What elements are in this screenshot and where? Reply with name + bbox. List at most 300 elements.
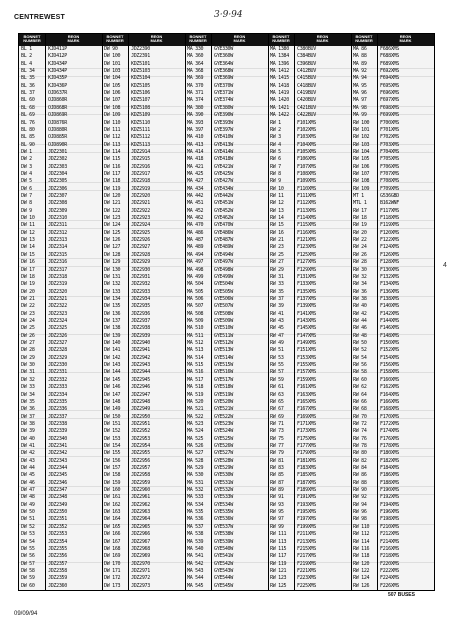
regn-mark-cell: JDZ2347 [48,487,67,494]
regn-mark-cell: GYE526W [214,442,233,449]
regn-mark-cell: F191XMS [297,494,316,501]
regn-mark-cell: F175XMS [297,435,316,442]
table-row [19,178,434,185]
bonnet-number-cell: DW 46 [21,479,35,486]
bonnet-number-cell: DW 17 [21,266,35,273]
bonnet-number-cell: RW 17 [353,207,367,214]
regn-mark-cell: GYE534W [214,501,233,508]
bonnet-number-cell: DW 144 [104,369,121,376]
regn-mark-cell: F122XMS [380,237,399,244]
bonnet-number-cell: MA 497 [187,259,204,266]
column-header [128,34,185,46]
regn-mark-cell: JDZ2968 [131,545,150,552]
bonnet-number-cell: RW 56 [353,362,367,369]
bonnet-number-cell: MA 516 [187,369,204,376]
column-header-line1: BONNET [272,34,290,39]
table-row [19,414,434,421]
regn-mark-cell: F699XMS [380,112,399,119]
bonnet-number-cell: DW 15 [21,251,35,258]
regn-mark-cell: JDZ2357 [48,560,67,567]
bonnet-number-cell: RW 70 [353,413,367,420]
regn-mark-cell: GYE504W [214,281,233,288]
table-row [19,142,434,149]
regn-mark-cell: F219XMS [297,560,316,567]
regn-mark-cell: JDZ2311 [48,222,67,229]
regn-mark-cell: GYE487W [214,237,233,244]
bonnet-number-cell: RW 57 [270,369,284,376]
column-header-line2: NUMBER [23,38,41,43]
regn-mark-cell: GYE371W [214,90,233,97]
regn-mark-cell: C415BUV [297,75,316,82]
regn-mark-cell: JDZ2936 [131,310,150,317]
regn-mark-cell: JDZ2345 [48,472,67,479]
regn-mark-cell: KJD412P [48,53,67,60]
regn-mark-cell: GYE515W [214,362,233,369]
regn-mark-cell: JDZ2334 [48,391,67,398]
bonnet-number-cell: DW 20 [21,288,35,295]
regn-mark-cell: F171XMS [297,420,316,427]
bonnet-number-cell: MA 522 [187,413,204,420]
bonnet-number-cell: MA 499 [187,273,204,280]
bonnet-number-cell: MA 1422 [270,112,289,119]
regn-mark-cell: F187XMS [297,479,316,486]
bonnet-number-cell: DW 149 [104,406,121,413]
regn-mark-cell: JDZ2324 [48,318,67,324]
regn-mark-cell: F129XMS [297,266,316,273]
regn-mark-cell: F167XMS [297,406,316,413]
bonnet-number-cell: DW 60 [21,582,35,589]
regn-mark-cell: C420BUV [297,97,316,104]
table-row [19,583,434,590]
bonnet-number-cell: BL 90 [21,141,35,148]
column-divider [128,34,129,590]
regn-mark-cell: F134XMS [380,281,399,288]
regn-mark-cell: KDZ5106 [131,90,150,97]
bonnet-number-cell: DW 38 [21,420,35,427]
bonnet-number-cell: DW 136 [104,310,121,317]
bonnet-number-cell: MA 371 [187,90,204,97]
bonnet-number-cell: MA 425 [187,170,204,177]
bonnet-number-cell: MA 531 [187,479,204,486]
bonnet-number-cell: RW 108 [353,178,370,185]
regn-mark-cell: JDZ2350 [48,509,67,516]
column-header-line1: BONNET [106,34,124,39]
regn-mark-cell: F138XMS [380,295,399,302]
bonnet-number-cell: RW 121 [270,567,287,574]
bonnet-number-cell: MT 1 [353,193,364,200]
bonnet-number-cell: DW 130 [104,266,121,273]
bonnet-number-cell: DW 109 [104,112,121,119]
regn-mark-cell: KDZ5105 [131,82,150,89]
bonnet-number-cell: DW 43 [21,457,35,464]
regn-mark-cell: JDZ2970 [131,560,150,567]
bonnet-number-cell: BL 34 [21,68,35,75]
regn-mark-cell: GYE380W [214,104,233,111]
bonnet-number-cell: RW 15 [270,222,284,229]
bonnet-number-cell: DW 143 [104,362,121,369]
bonnet-number-cell: RW 19 [353,222,367,229]
column-header [377,34,434,46]
regn-mark-cell: F114XMS [297,215,316,222]
regn-mark-cell: JDZ2915 [131,156,150,163]
bonnet-number-cell: RW 87 [270,479,284,486]
regn-mark-cell: JDZ2922 [131,207,150,214]
bonnet-number-cell: RW 54 [353,354,367,361]
bonnet-number-cell: RW 115 [270,545,287,552]
regn-mark-cell: KJD434P [48,60,67,67]
bonnet-number-cell: MA 486 [187,229,204,236]
regn-mark-cell: F215XMS [297,545,316,552]
regn-mark-cell: GYE536W [214,516,233,523]
regn-mark-cell: F184XMS [380,465,399,472]
bonnet-number-cell: DW 111 [104,126,121,133]
bonnet-number-cell: RW 62 [353,384,367,391]
bonnet-number-cell: RW 119 [270,560,287,567]
bonnet-number-cell: MA 390 [187,112,204,119]
bonnet-number-cell: RW 93 [270,501,284,508]
bonnet-number-cell: RW 40 [353,303,367,310]
regn-mark-cell: OJD637R [48,90,67,97]
bonnet-number-cell: DW 118 [104,178,121,185]
regn-mark-cell: F214XMS [380,538,399,545]
regn-mark-cell: F144XMS [380,318,399,324]
regn-mark-cell: F160XMS [380,376,399,383]
regn-mark-cell: JDZ2934 [131,295,150,302]
bonnet-number-cell: DW 31 [21,369,35,376]
bonnet-number-cell: RW 37 [270,295,284,302]
regn-mark-cell: JDZ2956 [131,457,150,464]
regn-mark-cell: JDZ2391 [131,53,150,60]
bonnet-number-cell: MA 99 [353,112,367,119]
bonnet-number-cell: MA 517 [187,376,204,383]
regn-mark-cell: GYE521W [214,406,233,413]
bonnet-number-cell: DW 39 [21,428,35,435]
bonnet-number-cell: MA 98 [353,104,367,111]
bonnet-number-cell: RW 112 [353,531,370,538]
regn-mark-cell: F121XMS [297,237,316,244]
bonnet-number-cell: MA 397 [187,126,204,133]
regn-mark-cell: F695XMS [380,82,399,89]
bonnet-number-cell: MA 544 [187,575,204,582]
regn-mark-cell: F149XMS [297,340,316,347]
regn-mark-cell: GYE508W [214,310,233,317]
regn-mark-cell: JDZ2306 [48,185,67,192]
regn-mark-cell: JDZ2946 [131,384,150,391]
regn-mark-cell: JDZ2358 [48,567,67,574]
bonnet-number-cell: DW 18 [21,273,35,280]
bonnet-number-cell: RW 110 [353,523,370,530]
bonnet-number-cell: RW 123 [270,575,287,582]
regn-mark-cell: F182XMS [380,457,399,464]
regn-mark-cell: F178XMS [380,442,399,449]
regn-mark-cell: C421BUV [297,104,316,111]
bonnet-number-cell: DW 52 [21,523,35,530]
bonnet-number-cell: MA 514 [187,354,204,361]
regn-mark-cell: F135XMS [297,288,316,295]
regn-mark-cell: F136XMS [380,288,399,295]
bonnet-number-cell: RW 8 [270,170,281,177]
regn-mark-cell: F211XMS [297,531,316,538]
regn-mark-cell: F177XMS [297,442,316,449]
regn-mark-cell: F142XMS [380,310,399,317]
regn-mark-cell: F210XMS [380,523,399,530]
bonnet-number-cell: DW 167 [104,538,121,545]
regn-mark-cell: F131XMS [297,273,316,280]
table-row [19,436,434,443]
column-divider [45,34,46,590]
bonnet-number-cell: DW 127 [104,244,121,251]
bonnet-number-cell: DW 116 [104,163,121,170]
regn-mark-cell: B162WNF [380,200,399,207]
regn-mark-cell: F140XMS [380,303,399,310]
regn-mark-cell: GYE514W [214,354,233,361]
regn-mark-cell: JDZ2321 [48,295,67,302]
bonnet-number-cell: RW 98 [353,516,367,523]
regn-mark-cell: F183XMS [297,465,316,472]
bonnet-number-cell: RW 83 [270,465,284,472]
bonnet-number-cell: RW 71 [270,420,284,427]
regn-mark-cell: JDZ2951 [131,420,150,427]
bonnet-number-cell: RW 9 [270,178,281,185]
table-row [19,443,434,450]
column-header-line2: NUMBER [106,38,124,43]
bonnet-number-cell: DW 153 [104,435,121,442]
regn-mark-cell: F158XMS [380,369,399,376]
bonnet-number-cell: DW 135 [104,303,121,310]
bonnet-number-cell: RW 44 [353,318,367,324]
bonnet-number-cell: DW 28 [21,347,35,354]
bonnet-number-cell: RW 32 [353,273,367,280]
bonnet-number-cell: MA 539 [187,538,204,545]
bonnet-number-cell: RW 111 [270,531,287,538]
bonnet-number-cell: DW 26 [21,332,35,339]
bonnet-number-cell: MA 494 [187,251,204,258]
bonnet-number-cell: MA 519 [187,391,204,398]
bonnet-number-cell: MA 364 [187,60,204,67]
bonnet-number-cell: DW 30 [21,362,35,369]
regn-mark-cell: F112XMS [297,200,316,207]
bonnet-number-cell: DW 53 [21,531,35,538]
bonnet-number-cell: MA 470 [187,222,204,229]
bonnet-number-cell: DW 163 [104,509,121,516]
bonnet-number-cell: MA 529 [187,465,204,472]
bonnet-number-cell: RW 66 [353,398,367,405]
regn-mark-cell: JDZ2314 [48,244,67,251]
regn-mark-cell: JDZ2938 [131,325,150,332]
column-header-line1: REGN [316,34,329,39]
bonnet-number-cell: RW 78 [353,442,367,449]
bonnet-number-cell: RW 101 [353,126,370,133]
table-row [19,186,434,193]
regn-mark-cell: F170XMS [380,413,399,420]
regn-mark-cell: GYE506W [214,295,233,302]
regn-mark-cell: JDZ2344 [48,465,67,472]
column-header-line1: REGN [150,34,163,39]
table-body [19,46,434,590]
regn-mark-cell: F224XMS [380,575,399,582]
regn-mark-cell: JDZ2315 [48,251,67,258]
bonnet-number-cell: RW 124 [353,575,370,582]
table-row [19,399,434,406]
regn-mark-cell: GYE393W [214,119,233,126]
bonnet-number-cell: RW 105 [353,156,370,163]
column-header-line2: MARK [316,38,329,43]
bonnet-number-cell: DW 165 [104,523,121,530]
regn-mark-cell: F123XMS [297,244,316,251]
table-row [19,289,434,296]
regn-mark-cell: JDZ2973 [131,582,150,589]
regn-mark-cell: JDZ2320 [48,288,67,295]
regn-mark-cell: F697XMS [380,97,399,104]
regn-mark-cell: GYE451W [214,200,233,207]
column-header-line1: BONNET [189,34,207,39]
regn-mark-cell: GYE507W [214,303,233,310]
regn-mark-cell: KJD435P [48,75,67,82]
regn-mark-cell: KDZ5101 [131,60,150,67]
bonnet-number-cell: MA 527 [187,450,204,457]
column-divider [294,34,295,590]
regn-mark-cell: JDZ2302 [48,156,67,163]
bonnet-number-cell: MA 86 [353,46,367,52]
regn-mark-cell: JDZ2924 [131,222,150,229]
regn-mark-cell: JDZ2390 [131,46,150,52]
regn-mark-cell: F692XMS [380,68,399,75]
bonnet-number-cell: MA 542 [187,560,204,567]
regn-mark-cell: GYE470W [214,222,233,229]
regn-mark-cell: GYE532W [214,487,233,494]
bonnet-number-cell: DW 27 [21,340,35,347]
bonnet-number-cell: MA 442 [187,193,204,200]
regn-mark-cell: C380BUV [297,46,316,52]
table-row [19,355,434,362]
bonnet-number-cell: RW 36 [353,288,367,295]
bonnet-number-cell: MA 1418 [270,82,289,89]
regn-mark-cell: JDZ2918 [131,178,150,185]
column-header [45,34,102,46]
regn-mark-cell: JDZ2338 [48,420,67,427]
regn-mark-cell: F704XMS [380,148,399,155]
regn-mark-cell: F113XMS [297,207,316,214]
regn-mark-cell: F221XMS [297,567,316,574]
bonnet-number-cell: MA 413 [187,141,204,148]
bonnet-number-cell: DW 126 [104,237,121,244]
bonnet-number-cell: DW 145 [104,376,121,383]
bonnet-number-cell: RW 100 [353,119,370,126]
regn-mark-cell: GYE486W [214,229,233,236]
regn-mark-cell: JDZ2337 [48,413,67,420]
table-row [19,502,434,509]
bonnet-number-cell: MA 393 [187,119,204,126]
bonnet-number-cell: MA 1420 [270,97,289,104]
regn-mark-cell: JDZ2328 [48,347,67,354]
regn-mark-cell: GYE542W [214,560,233,567]
regn-mark-cell: JDZ2343 [48,457,67,464]
regn-mark-cell: GYE462W [214,215,233,222]
regn-mark-cell: F188XMS [380,479,399,486]
page-title: CENTREWEST [14,14,65,21]
regn-mark-cell: F172XMS [380,420,399,427]
bonnet-number-cell: MA 506 [187,295,204,302]
bonnet-number-cell: DW 138 [104,325,121,332]
regn-mark-cell: F190XMS [380,487,399,494]
regn-mark-cell: JDZ2963 [131,509,150,516]
table-row [19,61,434,68]
bonnet-number-cell: MA 487 [187,237,204,244]
regn-mark-cell: F212XMS [380,531,399,538]
bonnet-number-cell: MA 89 [353,60,367,67]
bonnet-number-cell: MA 540 [187,545,204,552]
table-row [19,553,434,560]
regn-mark-cell: JDZ2310 [48,215,67,222]
regn-mark-cell: F702XMS [380,134,399,141]
regn-mark-cell: GYE540W [214,545,233,552]
table-row [19,450,434,457]
regn-mark-cell: KJD436P [48,82,67,89]
table-row [19,83,434,90]
bonnet-number-cell: RW 99 [270,523,284,530]
bonnet-number-cell: DW 159 [104,479,121,486]
bonnet-number-cell: DW 22 [21,303,35,310]
regn-mark-cell: F128XMS [380,259,399,266]
regn-mark-cell: KDZ5104 [131,75,150,82]
regn-mark-cell: C418BUV [297,82,316,89]
bonnet-number-cell: RW 118 [353,553,370,560]
bonnet-number-cell: DW 33 [21,384,35,391]
bonnet-number-cell: MA 504 [187,281,204,288]
bonnet-number-cell: RW 52 [353,347,367,354]
regn-mark-cell: JDZ2349 [48,501,67,508]
regn-mark-cell: JDZ2962 [131,501,150,508]
regn-mark-cell: GYE452W [214,207,233,214]
table-row [19,311,434,318]
regn-mark-cell: GYE545W [214,582,233,589]
bonnet-number-cell: DW 105 [104,82,121,89]
bonnet-number-cell: DW 36 [21,406,35,413]
bonnet-number-cell: BL 80 [21,126,35,133]
bonnet-number-cell: MA 532 [187,487,204,494]
bonnet-number-cell: MA 1415 [270,75,289,82]
regn-mark-cell: F132XMS [380,273,399,280]
bonnet-number-cell: DW 155 [104,450,121,457]
regn-mark-cell: JDZ2935 [131,303,150,310]
regn-mark-cell: F117XMS [380,207,399,214]
table-row [19,340,434,347]
bonnet-number-cell: MA 1380 [270,46,289,52]
bonnet-number-cell: RW 81 [270,457,284,464]
bonnet-number-cell: DW 57 [21,560,35,567]
bonnet-number-cell: MA 536 [187,516,204,523]
regn-mark-cell: GYE525W [214,435,233,442]
bonnet-number-cell: DW 54 [21,538,35,545]
regn-mark-cell: JDZ2967 [131,538,150,545]
bonnet-number-cell: MA 508 [187,310,204,317]
bonnet-number-cell: MA 507 [187,303,204,310]
bonnet-number-cell: DW 106 [104,90,121,97]
column-header-line1: REGN [399,34,412,39]
column-header [211,34,268,46]
column-header-line2: MARK [233,38,246,43]
bonnet-number-cell: MA 537 [187,523,204,530]
column-header-line1: BONNET [23,34,41,39]
bonnet-number-cell: DW 16 [21,259,35,266]
regn-mark-cell: JDZ2309 [48,207,67,214]
regn-mark-cell: GYE499W [214,273,233,280]
regn-mark-cell: JDZ2356 [48,553,67,560]
table-row [19,259,434,266]
regn-mark-cell: GYE531W [214,479,233,486]
regn-mark-cell: GYE414W [214,148,233,155]
bonnet-number-cell: RW 50 [353,340,367,347]
